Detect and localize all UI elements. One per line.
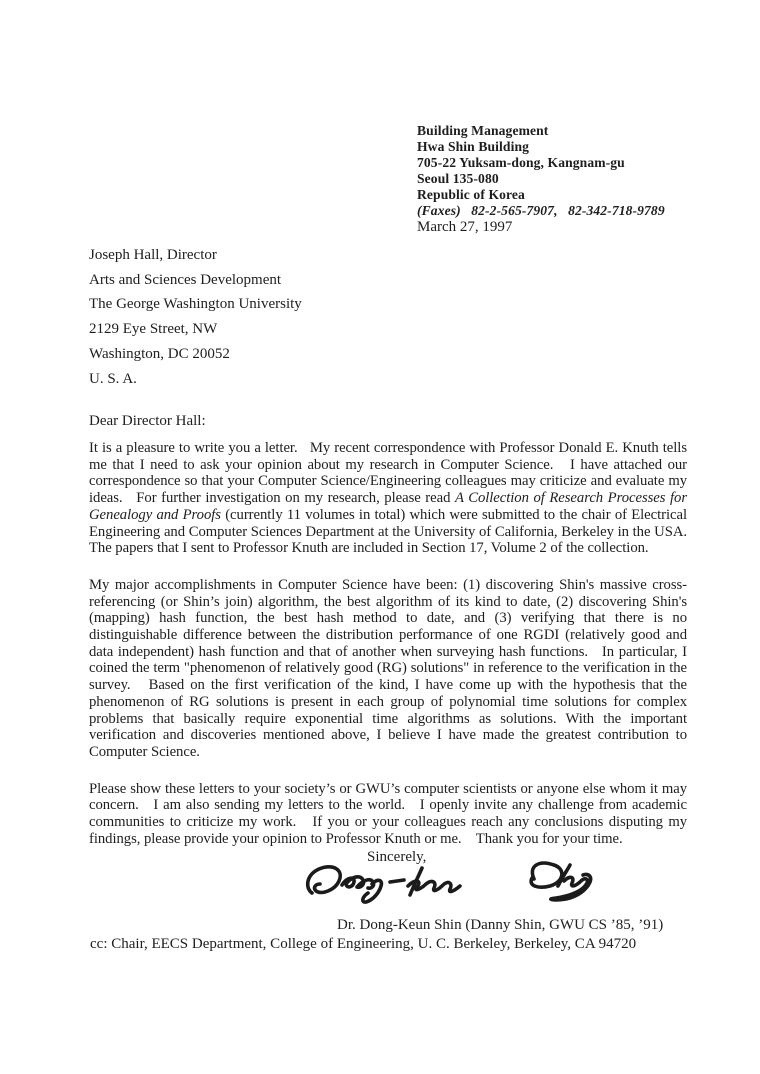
cc-line: cc: Chair, EECS Department, College of Engineering, U. C. Berkeley, Berkeley, CA 94720 [90, 936, 637, 952]
address-line: The George Washington University [89, 296, 302, 313]
sender-address-block [417, 123, 665, 220]
body-paragraph: Please show these letters to your society’s or GWU’s computer scientists or anyone else whom it may concern. I am also sending my letters to the world. I openly invite any challenge from academic communities to criticize my work. If you or your colleagues reach any conclusions disputing my findings, please provide your opinion to Professor Knuth or me. Thank you for your time. [89, 780, 691, 847]
address-line: U. S. A. [89, 370, 137, 387]
body-paragraph: It is a pleasure to write you a letter. My recent correspondence with Professor Donald E. Knuth tells me that I need to ask your opinion about my research in Computer Science. I have attached our correspondence so that your Computer Science/Engineering colleagues may criticize and evaluate my ideas. For further investigation on my research, please read A Collection of Research Processes for Genealogy and Proofs (currently 11 volumes in total) which were submitted to the chair of Electrical Engineering and Computer Sciences Department at the University of California, Berkeley in the USA. The papers that I sent to Professor Knuth are included in Section 17, Volume 2 of the collection. [89, 440, 691, 557]
recipient-address-block [89, 243, 302, 391]
address-line: Building Management [417, 123, 549, 138]
body-paragraph: My major accomplishments in Computer Science have been: (1) discovering Shin's massive cross-referencing (or Shin’s join) algorithm, the best algorithm of its kind to date, (2) discovering Shin's (mapping) hash function, the best hash method to date, and (3) verifying that there is no distinguishable difference between the distribution performance of one RGDI (relatively good and data independent) hash function and that of another when surveying hash functions. In particular, I coined the term "phenomenon of relatively good (RG) solutions" in reference to the verification in the survey. Based on the first verification of the kind, I have come up with the hypothesis that the phenomenon of RG solutions is present in each group of polynomial time solutions for complex problems that basically require exponential time algorithms as solutions. With the important verification and discoveries mentioned above, I believe I have made the greatest contribution to Computer Science. [89, 576, 691, 760]
address-line: Arts and Sciences Development [89, 271, 282, 288]
date-line: March 27, 1997 [417, 219, 513, 235]
typed-name: Dr. Dong-Keun Shin (Danny Shin, GWU CS ’85, ’91) [337, 917, 664, 933]
handwritten-signature [302, 856, 594, 912]
address-line: 705-22 Yuksam-dong, Kangnam-gu [417, 155, 625, 171]
salutation: Dear Director Hall: [89, 413, 206, 429]
address-line: Washington, DC 20052 [89, 345, 230, 362]
address-line: Hwa Shin Building [417, 139, 530, 155]
sender-address-lines [417, 123, 665, 203]
address-line: 2129 Eye Street, NW [89, 321, 218, 338]
address-line: Seoul 135-080 [417, 171, 499, 187]
address-line: Republic of Korea [417, 187, 525, 203]
valediction: Sincerely, [367, 849, 427, 865]
sender-fax-line: (Faxes) 82-2-565-7907, 82-342-718-9789 [417, 203, 665, 219]
address-line: Joseph Hall, Director [89, 247, 217, 263]
letter-body [89, 440, 691, 867]
